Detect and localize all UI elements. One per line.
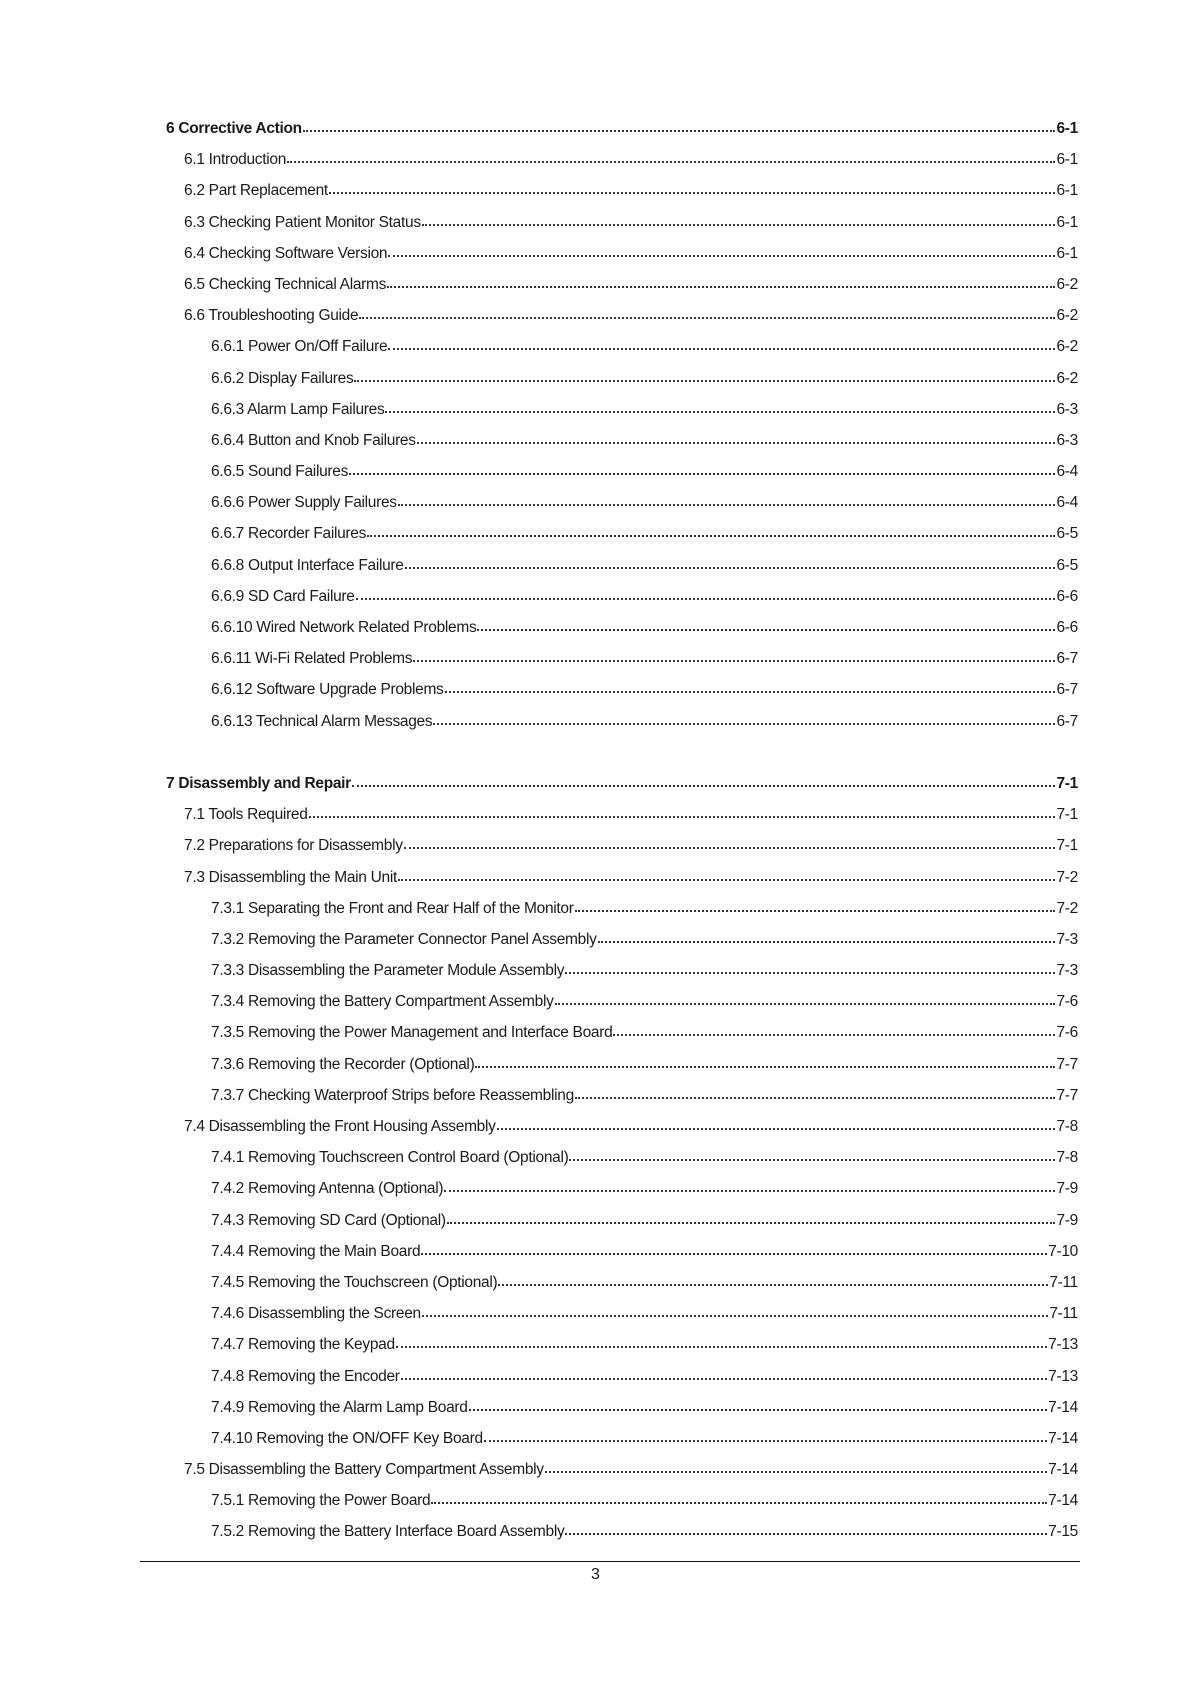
toc-entry-title: 7.4.1 Removing Touchscreen Control Board (Optional) (211, 1149, 569, 1167)
toc-entry-page: 7-14 (1048, 1461, 1078, 1479)
toc-entry-page: 7-11 (1049, 1273, 1078, 1291)
toc-entry-title: 6.6.2 Display Failures (211, 369, 354, 387)
toc-entry-title: 6.6.5 Sound Failures (211, 463, 349, 481)
dot-leader (303, 129, 1056, 132)
toc-entry-page: 7-1 (1056, 774, 1078, 792)
dot-leader (477, 628, 1055, 631)
toc-entry-page: 7-7 (1056, 1086, 1078, 1104)
toc-entry[interactable] (166, 799, 1078, 830)
toc-entry-page: 6-3 (1056, 400, 1078, 418)
toc-entry-title: 7.4 Disassembling the Front Housing Assembly (184, 1118, 496, 1135)
toc-entry-title: 6.2 Part Replacement (184, 182, 328, 200)
dot-leader (287, 160, 1055, 163)
toc-entry-title: 7.4.9 Removing the Alarm Lamp Board (211, 1398, 468, 1416)
dot-leader (497, 1127, 1056, 1130)
toc-entry-title: 7.3.7 Checking Waterproof Strips before Reassembling (211, 1086, 574, 1104)
dot-leader (447, 1221, 1056, 1224)
toc-entry[interactable] (166, 175, 1078, 206)
toc-entry-page: 7-6 (1056, 1024, 1078, 1042)
toc-entry[interactable] (166, 612, 1078, 643)
toc-entry-page: 7-2 (1056, 868, 1078, 886)
toc-entry[interactable] (166, 1142, 1078, 1173)
toc-entry-page: 7-8 (1056, 1149, 1078, 1167)
toc-entry[interactable] (166, 300, 1078, 331)
toc-entry-title: 6.6.12 Software Upgrade Problems (211, 681, 444, 699)
toc-entry[interactable] (166, 1049, 1078, 1080)
toc-entry-page: 7-13 (1048, 1336, 1078, 1354)
toc-entry-title: 6.4 Checking Software Version (184, 244, 388, 262)
dot-leader (359, 316, 1055, 319)
dot-leader (405, 566, 1056, 569)
dot-leader (352, 784, 1056, 787)
toc-entry-title: 6.6.1 Power On/Off Failure (211, 338, 388, 356)
dot-leader (444, 1189, 1055, 1192)
toc-entry-page: 6-7 (1056, 712, 1078, 730)
toc-entry-title: 6.6 Troubleshooting Guide (184, 307, 359, 325)
dot-leader (598, 940, 1056, 943)
toc-entry-page: 7-14 (1048, 1492, 1078, 1510)
toc-entry-page: 6-1 (1056, 151, 1078, 169)
toc-entry-page: 7-6 (1056, 993, 1078, 1011)
toc-entry-page: 6-1 (1056, 120, 1078, 137)
toc-entry[interactable] (166, 1516, 1078, 1547)
toc-entry-page: 6-7 (1056, 650, 1078, 668)
dot-leader (433, 722, 1055, 725)
toc-entry-page: 6-6 (1056, 587, 1078, 605)
dot-leader (398, 503, 1056, 506)
toc-entry-page: 7-9 (1056, 1211, 1078, 1229)
toc-entry[interactable] (166, 238, 1078, 269)
dot-leader (475, 1065, 1055, 1068)
toc-entry-title: 7.4.5 Removing the Touchscreen (Optional) (211, 1273, 498, 1291)
toc-entry[interactable] (166, 706, 1078, 737)
dot-leader (329, 191, 1056, 194)
toc-entry-title: 7.1 Tools Required (184, 806, 308, 824)
toc-entry[interactable] (166, 1173, 1078, 1204)
toc-entry-title: 7 Disassembly and Repair (166, 774, 351, 792)
toc-entry[interactable] (166, 1111, 1078, 1142)
dot-leader (469, 1408, 1048, 1411)
toc-entry-title: 7.3.3 Disassembling the Parameter Module Assembly (211, 962, 565, 980)
toc-entry-page: 6-3 (1056, 431, 1078, 449)
toc-entry-title: 7.3.2 Removing the Parameter Connector Panel Assembly (211, 930, 597, 948)
toc-entry-title: 7.5 Disassembling the Battery Compartment Assembly (184, 1461, 544, 1479)
toc-entry[interactable] (166, 643, 1078, 674)
toc-entry-title: 7.3 Disassembling the Main Unit (184, 868, 397, 886)
toc-entry-title: 6.6.6 Power Supply Failures (211, 494, 397, 512)
toc-entry[interactable] (166, 862, 1078, 893)
toc-entry-title: 6.6.3 Alarm Lamp Failures (211, 400, 385, 418)
toc-entry[interactable] (166, 1454, 1078, 1485)
table-of-contents (166, 113, 1078, 1548)
dot-leader (498, 1283, 1048, 1286)
toc-entry-title: 6.3 Checking Patient Monitor Status (184, 213, 421, 231)
toc-entry-page: 6-4 (1056, 494, 1078, 512)
toc-entry[interactable] (166, 518, 1078, 549)
toc-entry-page: 7-8 (1056, 1118, 1078, 1135)
dot-leader (401, 1377, 1048, 1380)
toc-entry-title: 7.5.1 Removing the Power Board (211, 1492, 431, 1510)
toc-entry[interactable] (166, 1361, 1078, 1392)
toc-entry-title: 7.3.5 Removing the Power Management and Interface Board (211, 1024, 613, 1042)
dot-leader (555, 1002, 1056, 1005)
toc-entry[interactable] (166, 363, 1078, 394)
toc-chapter-entry[interactable] (166, 113, 1078, 144)
toc-entry-title: 7.4.4 Removing the Main Board (211, 1242, 421, 1260)
dot-leader (413, 659, 1055, 662)
toc-entry[interactable] (166, 1329, 1078, 1360)
dot-leader (445, 690, 1056, 693)
toc-entry-page: 7-3 (1056, 930, 1078, 948)
dot-leader (565, 971, 1055, 974)
toc-entry[interactable] (166, 331, 1078, 362)
toc-entry[interactable] (166, 269, 1078, 300)
dot-leader (422, 1314, 1048, 1317)
toc-entry-page: 7-7 (1056, 1055, 1078, 1073)
toc-entry-title: 7.4.6 Disassembling the Screen (211, 1305, 421, 1323)
toc-entry-page: 6-2 (1056, 369, 1078, 387)
toc-entry-title: 7.4.8 Removing the Encoder (211, 1367, 400, 1385)
toc-entry-page: 7-9 (1056, 1180, 1078, 1198)
toc-entry[interactable] (166, 207, 1078, 238)
toc-entry-page: 7-14 (1048, 1398, 1078, 1416)
toc-entry-title: 7.4.3 Removing SD Card (Optional) (211, 1211, 446, 1229)
toc-entry-page: 7-3 (1056, 962, 1078, 980)
toc-entry-title: 6.1 Introduction (184, 151, 287, 169)
toc-entry[interactable] (166, 674, 1078, 705)
dot-leader (484, 1439, 1047, 1442)
toc-entry[interactable] (166, 1205, 1078, 1236)
toc-entry-page: 6-5 (1056, 525, 1078, 543)
toc-entry[interactable] (166, 581, 1078, 612)
toc-entry-page: 6-7 (1056, 681, 1078, 699)
dot-leader (404, 846, 1056, 849)
dot-leader (575, 1096, 1056, 1099)
toc-entry-title: 7.5.2 Removing the Battery Interface Board Assembly (211, 1523, 565, 1541)
dot-leader (356, 597, 1056, 600)
toc-chapter-entry[interactable] (166, 768, 1078, 799)
toc-entry[interactable] (166, 893, 1078, 924)
toc-entry[interactable] (166, 1267, 1078, 1298)
toc-entry[interactable] (166, 1298, 1078, 1329)
toc-entry-page: 6-1 (1056, 213, 1078, 231)
toc-entry-title: 6.6.10 Wired Network Related Problems (211, 619, 477, 636)
toc-entry[interactable] (166, 1080, 1078, 1111)
toc-entry[interactable] (166, 550, 1078, 581)
toc-entry-title: 7.2 Preparations for Disassembly (184, 837, 403, 855)
toc-entry-title: 6.6.7 Recorder Failures (211, 525, 367, 543)
toc-entry[interactable] (166, 456, 1078, 487)
toc-entry-title: 6.6.4 Button and Knob Failures (211, 431, 416, 449)
toc-entry-page: 6-5 (1056, 556, 1078, 574)
toc-entry-page: 6-1 (1056, 182, 1078, 200)
toc-entry-page: 6-2 (1056, 275, 1078, 293)
dot-leader (309, 815, 1056, 818)
page-number: 3 (591, 1566, 600, 1583)
dot-leader (422, 223, 1056, 226)
toc-entry[interactable] (166, 394, 1078, 425)
dot-leader (354, 379, 1055, 382)
dot-leader (545, 1470, 1047, 1473)
toc-spacer (166, 737, 1078, 768)
toc-entry-page: 6-4 (1056, 463, 1078, 481)
toc-entry[interactable] (166, 830, 1078, 861)
dot-leader (565, 1532, 1047, 1535)
dot-leader (569, 1158, 1055, 1161)
toc-entry-title: 7.4.10 Removing the ON/OFF Key Board (211, 1429, 483, 1447)
dot-leader (575, 909, 1056, 912)
toc-entry-page: 6-6 (1056, 619, 1078, 636)
dot-leader (388, 347, 1055, 350)
dot-leader (388, 254, 1055, 257)
toc-entry[interactable] (166, 1236, 1078, 1267)
toc-entry[interactable] (166, 144, 1078, 175)
footer-divider (140, 1561, 1080, 1562)
toc-entry-title: 6 Corrective Action (166, 120, 302, 137)
dot-leader (385, 410, 1055, 413)
toc-entry[interactable] (166, 986, 1078, 1017)
dot-leader (387, 285, 1055, 288)
toc-entry-page: 7-11 (1049, 1305, 1078, 1323)
toc-entry[interactable] (166, 924, 1078, 955)
toc-entry-title: 6.6.11 Wi-Fi Related Problems (211, 650, 413, 668)
toc-entry-page: 7-15 (1048, 1523, 1078, 1541)
toc-entry-page: 7-1 (1056, 806, 1078, 824)
dot-leader (396, 1345, 1047, 1348)
toc-entry-page: 6-2 (1056, 307, 1078, 325)
dot-leader (431, 1501, 1047, 1504)
toc-entry-title: 6.6.13 Technical Alarm Messages (211, 712, 433, 730)
dot-leader (398, 878, 1056, 881)
toc-entry-title: 7.4.2 Removing Antenna (Optional) (211, 1180, 444, 1198)
toc-entry-title: 7.4.7 Removing the Keypad (211, 1336, 395, 1354)
toc-entry-page: 7-1 (1056, 837, 1078, 855)
toc-entry-page: 7-14 (1048, 1429, 1078, 1447)
toc-entry[interactable] (166, 1392, 1078, 1423)
toc-entry[interactable] (166, 425, 1078, 456)
toc-entry-title: 7.3.4 Removing the Battery Compartment Assembly (211, 993, 554, 1011)
dot-leader (349, 472, 1055, 475)
toc-entry[interactable] (166, 1485, 1078, 1516)
dot-leader (421, 1252, 1047, 1255)
toc-entry[interactable] (166, 487, 1078, 518)
toc-entry[interactable] (166, 955, 1078, 986)
toc-entry[interactable] (166, 1423, 1078, 1454)
dot-leader (367, 534, 1055, 537)
toc-entry-title: 7.3.1 Separating the Front and Rear Half of the Monitor (211, 899, 574, 917)
toc-entry-page: 7-2 (1056, 899, 1078, 917)
toc-entry-title: 6.6.8 Output Interface Failure (211, 556, 404, 574)
dot-leader (613, 1033, 1055, 1036)
toc-entry-page: 6-1 (1056, 244, 1078, 262)
toc-entry-title: 7.3.6 Removing the Recorder (Optional) (211, 1055, 475, 1073)
toc-entry-page: 7-13 (1048, 1367, 1078, 1385)
toc-entry-page: 7-10 (1048, 1242, 1078, 1260)
dot-leader (417, 441, 1056, 444)
toc-entry-title: 6.6.9 SD Card Failure (211, 587, 355, 605)
toc-entry-page: 6-2 (1056, 338, 1078, 356)
toc-entry[interactable] (166, 1017, 1078, 1048)
toc-entry-title: 6.5 Checking Technical Alarms (184, 275, 387, 293)
